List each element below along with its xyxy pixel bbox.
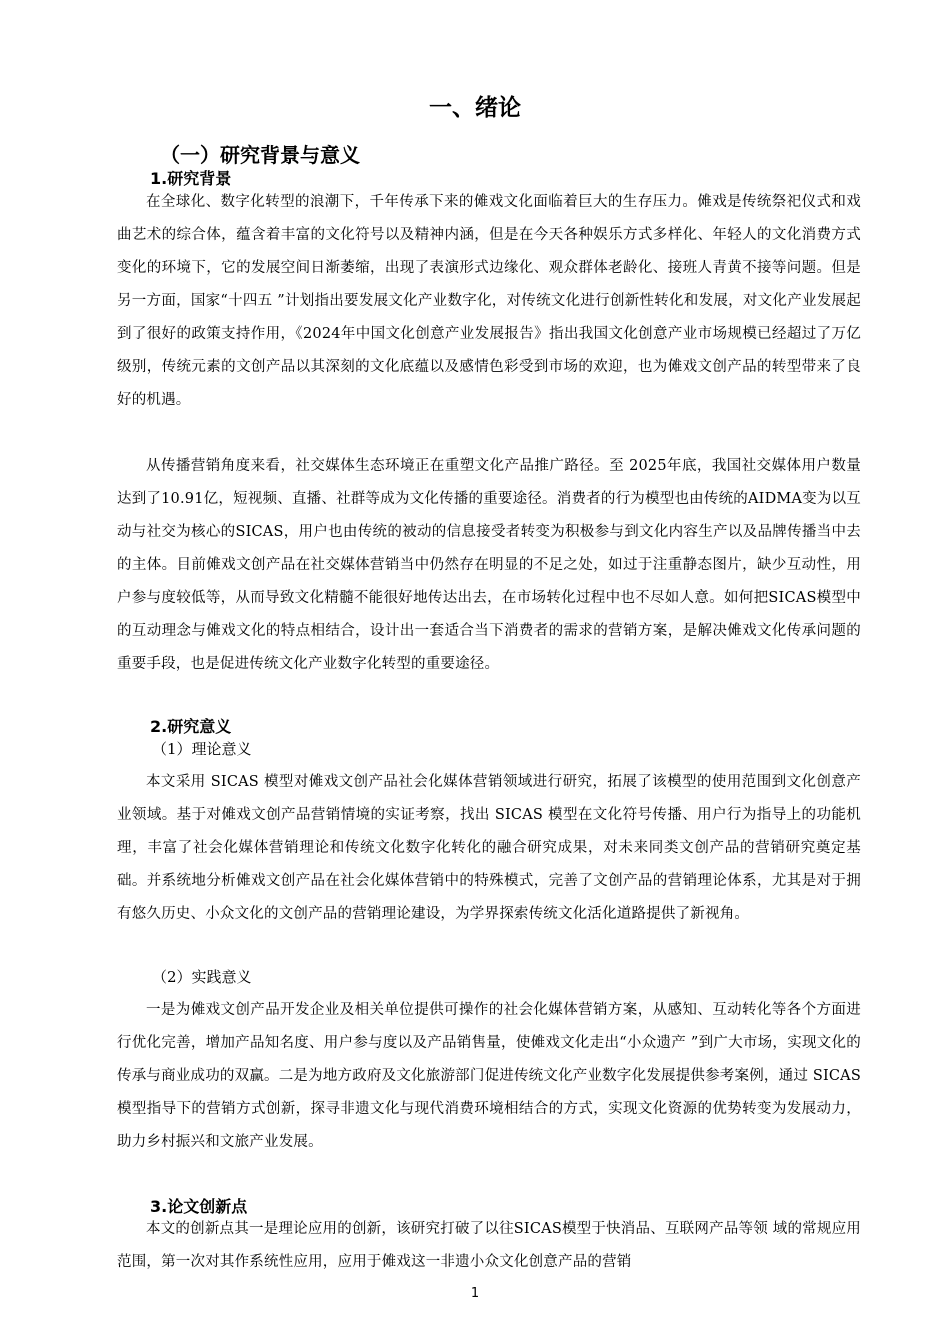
subsubsection-title-practice: （2）实践意义 — [152, 968, 252, 986]
paragraph-background-2: 从传播营销角度来看，社交媒体生态环境正在重塑文化产品推广路径。至 2025年底，我国社交媒体用户数量达到了10.91亿，短视频、直播、社群等成为文化传播的重要途径。消费者的行为模型也由传统的AIDMA变为以互动与社交为核心的SICAS，用户也由传统的被动的信息接受者转变为积极参与到文化内容生产以及品牌传播当中去的主体。目前傩戏文创产品在社交媒体营销当中仍然存在明显的不足之处，如过于注重静态图片，缺少互动性，用户参与度较低等，从而导致文化精髓不能很好地传达出去，在市场转化过程中也不尽如人意。如何把SICAS模型中的互动理念与傩戏文化的特点相结合，设计出一套适合当下消费者的需求的营销方案，是解决傩戏文化传承问题的重要手段，也是促进传统文化产业数字化转型的重要途径。 — [117, 458, 861, 672]
paragraph-background-1: 在全球化、数字化转型的浪潮下，千年传承下来的傩戏文化面临着巨大的生存压力。傩戏是传统祭祀仪式和戏曲艺术的综合体，蕴含着丰富的文化符号以及精神内涵，但是在今天各种娱乐方式多样化、年轻人的文化消费方式变化的环境下，它的发展空间日渐萎缩，出现了表演形式边缘化、观众群体老龄化、接班人青黄不接等问题。但是另一方面，国家“十四五 ”计划指出要发展文化产业数字化，对传统文化进行创新性转化和发展，对文化产业发展起到了很好的政策支持作用，《2024年中国文化创意产业发展报告》指出我国文化创意产业市场规模已经超过了万亿级别，传统元素的文创产品以其深刻的文化底蕴以及感情色彩受到市场的欢迎，也为傩戏文创产品的转型带来了良好的机遇。 — [117, 194, 861, 408]
chapter-title: 一、绪论 — [429, 95, 521, 121]
paragraph-theory: 本文采用 SICAS 模型对傩戏文创产品社会化媒体营销领域进行研究，拓展了该模型的使用范围到文化创意产业领域。基于对傩戏文创产品营销情境的实证考察，找出 SICAS 模型在文化符号传播、用户行为指导上的功能机理，丰富了社会化媒体营销理论和传统文化数字化转化的融合研究成果，对未来同类文创产品的营销研究奠定基础。并系统地分析傩戏文创产品在社会化媒体营销中的特殊模式，完善了文创产品的营销理论体系，尤其是对于拥有悠久历史、小众文化的文创产品的营销理论建设，为学界探索传统文化活化道路提供了新视角。 — [117, 774, 861, 922]
paragraph-practice: 一是为傩戏文创产品开发企业及相关单位提供可操作的社会化媒体营销方案，从感知、互动转化等各个方面进行优化完善，增加产品知名度、用户参与度以及产品销售量，使傩戏文化走出“小众遗产 ”到广大市场，实现文化的传承与商业成功的双赢。二是为地方政府及文化旅游部门促进传统文化产业数字化发展提供参考案例，通过 SICAS 模型指导下的营销方式创新，探寻非遗文化与现代消费环境相结合的方式，实现文化资源的优势转变为发展动力，助力乡村振兴和文旅产业发展。 — [117, 1002, 861, 1150]
subsection-title-innovation: 3.论文创新点 — [150, 1197, 248, 1216]
paragraph-innovation: 本文的创新点其一是理论应用的创新，该研究打破了以往SICAS模型于快消品、互联网产品等领 域的常规应用范围，第一次对其作系统性应用，应用于傩戏这一非遗小众文化创意产品的营销 — [117, 1221, 861, 1270]
section-title: （一）研究背景与意义 — [160, 143, 360, 167]
page-number: 1 — [470, 1286, 480, 1301]
subsection-title-background: 1.研究背景 — [150, 169, 232, 188]
subsection-title-significance: 2.研究意义 — [150, 717, 232, 736]
subsubsection-title-theory: （1）理论意义 — [152, 740, 252, 758]
